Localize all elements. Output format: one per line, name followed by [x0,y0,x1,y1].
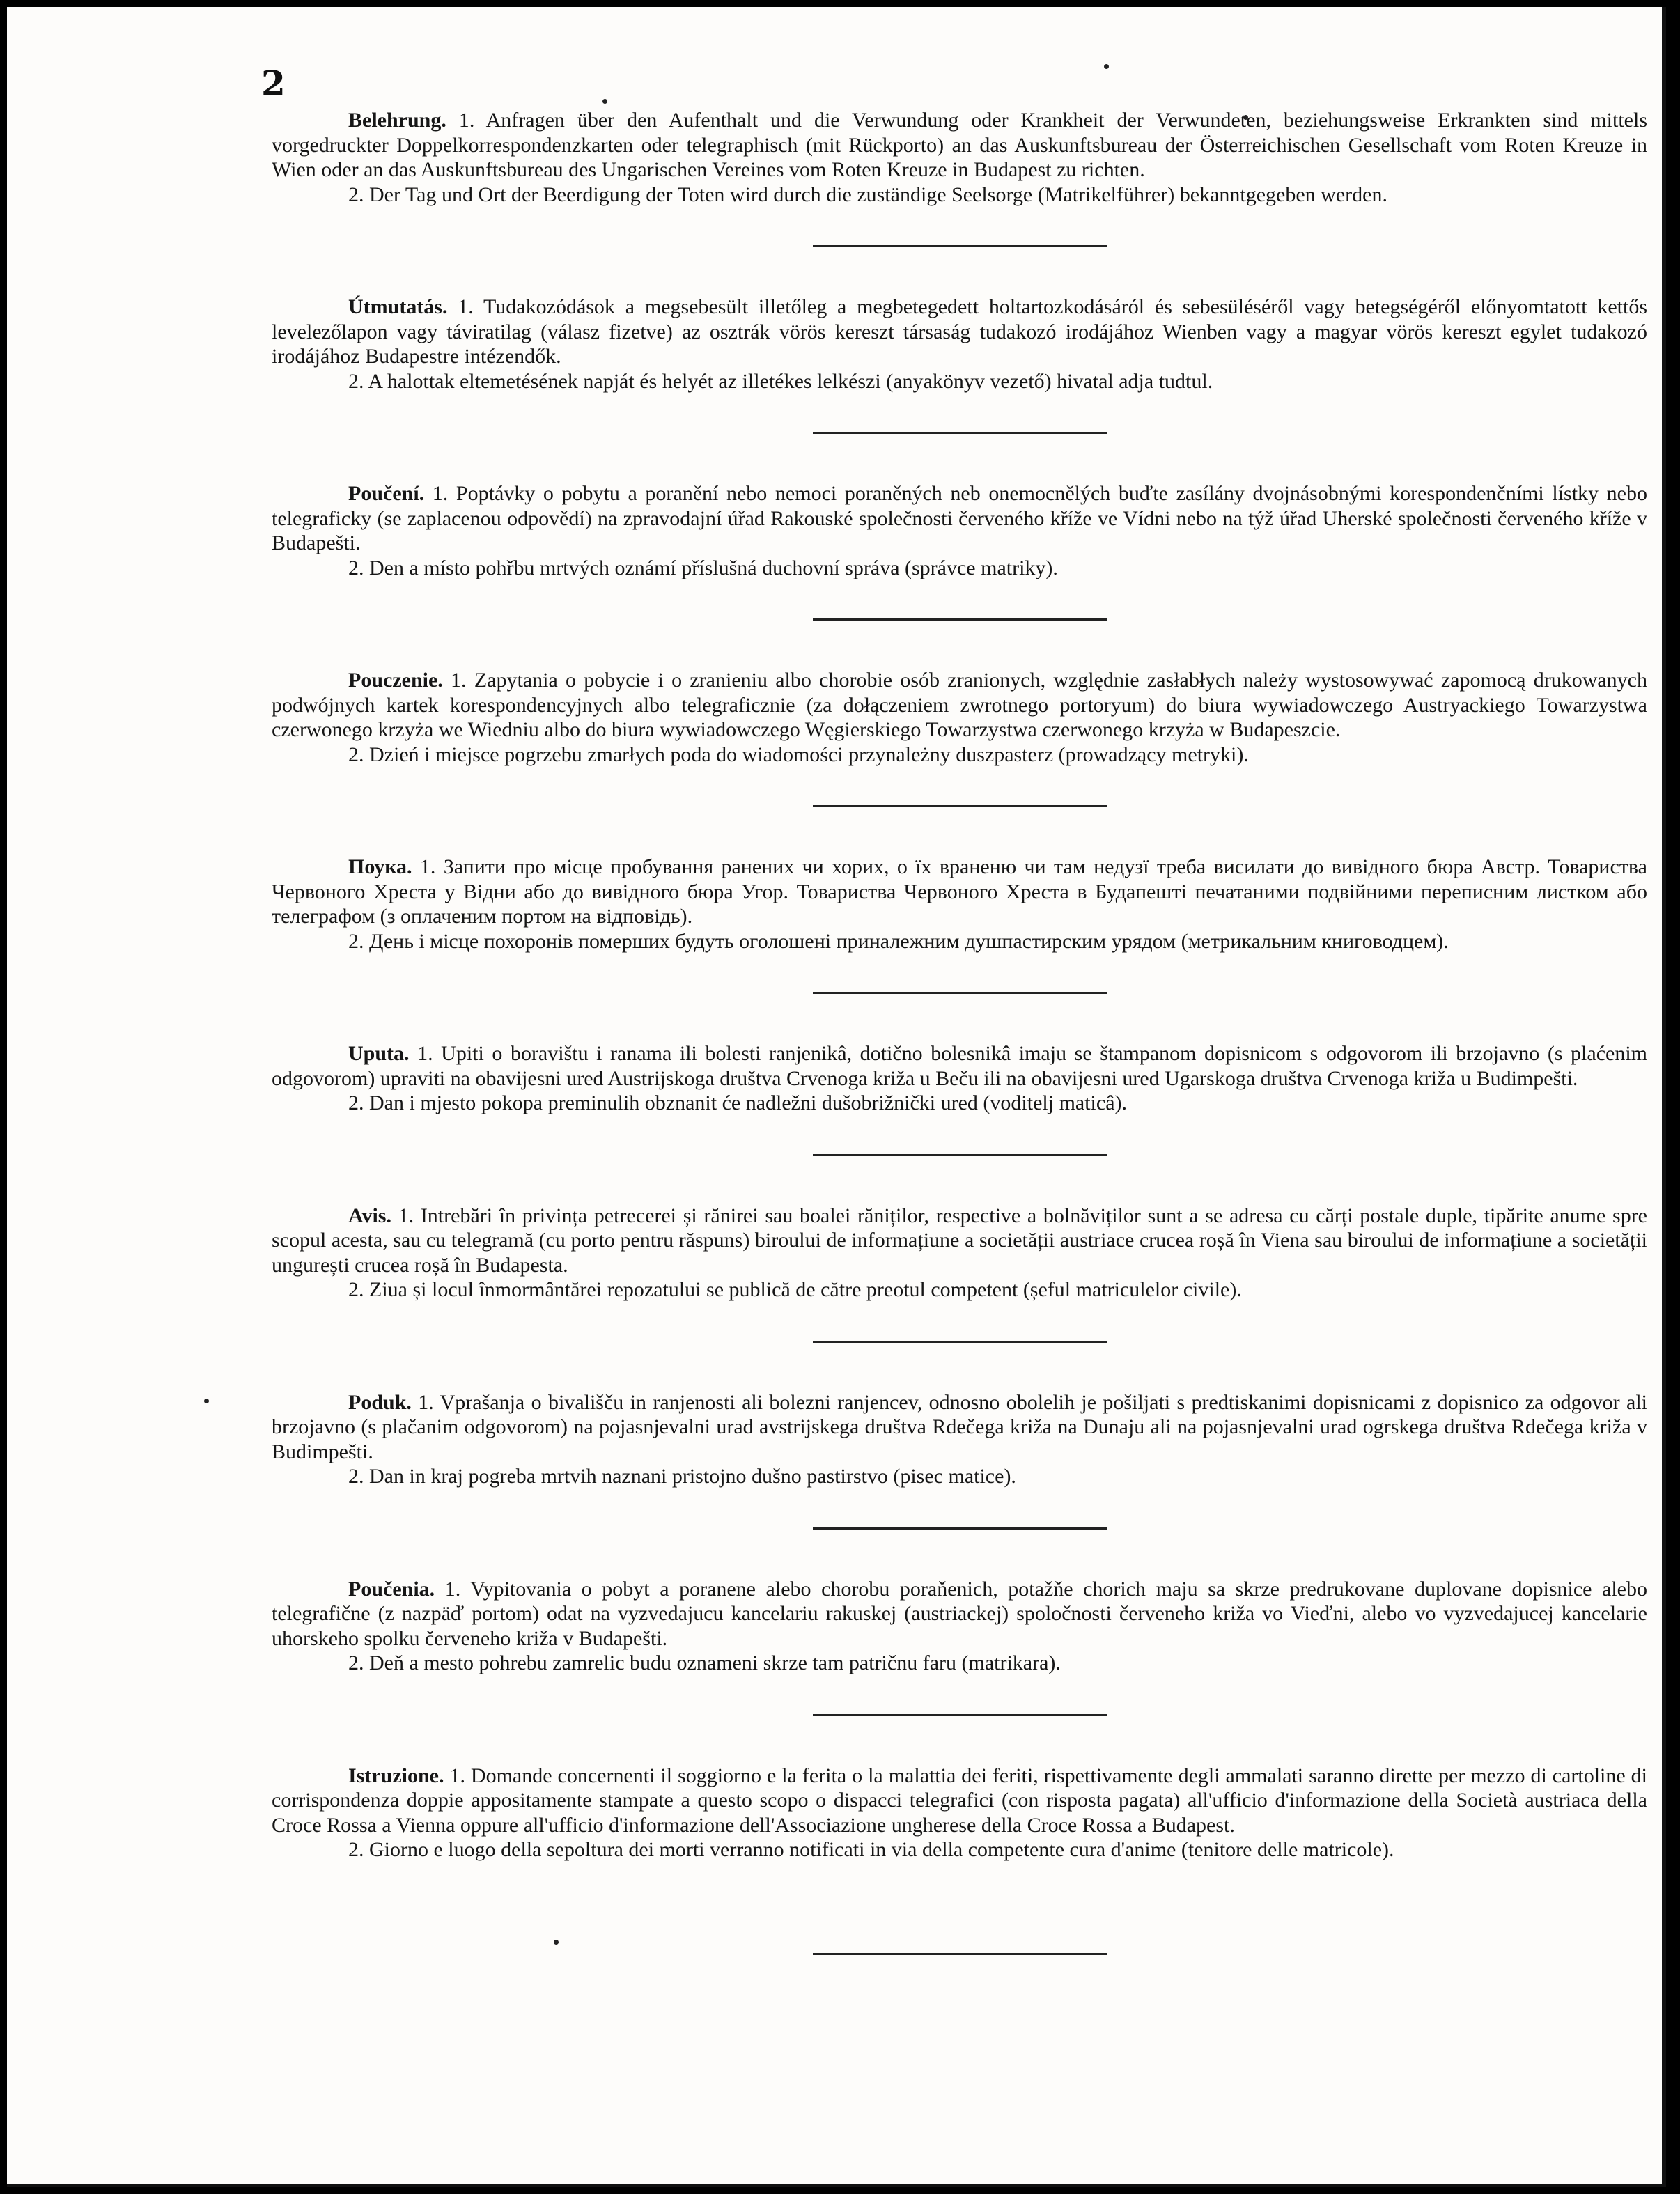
section-slovenian [272,1390,1647,1489]
section-heading: Istruzione. [348,1764,444,1787]
section-heading: Uputa. [348,1042,410,1065]
paragraph-text: 1. Domande concernenti il soggiorno e la ferita o la malattia dei feriti, rispettivamente degli ammalati saranno dirette per mezzo di cartoline di corrispondenza doppie appositamente stampate a questo scopo o dispacci telegrafici (con risposta pagata) all'ufficio d'informazione della Società austriaca della Croce Rossa a Vienna oppure all'ufficio d'informazione dell'Associazione ungherese della Croce Rossa a Budapest. [272,1764,1647,1837]
section-paragraph-2: 2. Dzień i miejsce pogrzebu zmarłych poda do wiadomości przynależny duszpasterz (prowadzący metryki). [348,742,1249,766]
stray-mark [1104,64,1109,69]
section-paragraph-1 [272,295,1647,369]
paragraph-text: 1. Vprašanja o bivališču in ranjenosti ali bolezni ranjencev, odnosno obolelih je pošiljati s predtiskanimi dopisnicami z dopisnico za odgovor ali brzojavno (s plačanim odgovorom) na pojasnjevalni urad avstrijskega društva Rdečega križa na Dunaju ali na pojasnjevalni urad ogrskega društva Rdečega križa v Budimpešti. [272,1390,1647,1463]
section-paragraph-2: 2. Dan i mjesto pokopa preminulih obznanit će nadležni dušobrižnički ured (voditelj maticâ). [348,1091,1128,1114]
section-paragraph-1 [272,668,1647,742]
section-paragraph-2: 2. Der Tag und Ort der Beerdigung der Toten wird durch die zuständige Seelsorge (Matrikelführer) bekanntgegeben werden. [348,182,1387,206]
paragraph-text: 1. Anfragen über den Aufenthalt und die Verwundung oder Krankheit der Verwundeten, beziehungsweise Erkrankten sind mittels vorgedruckter Doppelkorrespondenzkarten oder telegraphisch (mit Rückporto) an das Auskunftsbureau der Österreichischen Gesellschaft vom Roten Kreuze in Wien oder an das Auskunftsbureau des Ungarischen Vereines vom Roten Kreuze in Budapest zu richten. [272,109,1647,181]
section-paragraph-2: 2. Deň a mesto pohrebu zamrelic budu oznameni skrze tam patričnu faru (matrikara). [348,1651,1061,1674]
section-heading: Útmutatás. [348,295,448,318]
section-italian [272,1764,1647,1862]
section-croatian [272,1041,1647,1116]
section-heading: Belehrung. [348,109,446,132]
section-paragraph-1 [272,1390,1647,1465]
section-paragraph-2: 2. Den a místo pohřbu mrtvých oznámí příslušná duchovní správa (správce matriky). [348,556,1058,579]
section-paragraph-1 [272,1204,1647,1278]
section-heading: Poduk. [348,1390,412,1414]
section-heading: Pouczenie. [348,669,443,692]
section-paragraph-2: 2. Dan in kraj pogreba mrtvih naznani pristojno dušno pastirstvo (pisec matice). [348,1465,1016,1488]
section-heading: Поука. [348,855,412,878]
section-czech [272,481,1647,580]
section-paragraph-1 [272,855,1647,929]
section-paragraph-1 [272,1764,1647,1838]
section-paragraph-2: 2. Giorno e luogo della sepoltura dei morti verranno notificati in via della competente cura d'anime (tenitore delle matricole). [348,1838,1394,1861]
section-polish [272,668,1647,767]
paragraph-text: 1. Запити про місце пробування ранених чи хорих, о їх враненю чи там недузї треба висилати до вивідного бюра Австр. Товариства Червоного Хреста у Відни або до вивідного бюра Угор. Товариства Червоного Хреста в Будапешті печатаними подвійними переписним листком або телеграфом (з оплаченим портом на відповідь). [272,855,1647,928]
section-divider [813,1953,1107,1955]
section-paragraph-2: 2. Ziua și locul înmormântărei repozatului se publică de către preotul competent (șeful matriculelor civile). [348,1278,1242,1301]
section-slovak [272,1577,1647,1676]
paragraph-text: 1. Zapytania o pobycie i o zranieniu albo chorobie osób zranionych, względnie zasłabłych należy wystosowywać zapomocą drukowanych podwójnych kartek korespondencyjnych albo telegraficznie (za dołączeniem zwrotnego portoryum) do biura wywiadowczego Austryackiego Towarzystwa czerwonego krzyża we Wiedniu albo do biura wywiadowczego Węgierskiego Towarzystwa czerwonego krzyża w Budapeszcie. [272,669,1647,741]
section-german [272,108,1647,207]
section-paragraph-1 [272,1577,1647,1651]
paragraph-text: 1. Upiti o boravištu i ranama ili bolesti ranjenikâ, dotično bolesnikâ imaju se štampanom dopisnicom s odgovorom ili brzojavno (s plaćenim odgovorom) upraviti na obavijesni ured Austrijskoga društva Crvenoga križa u Beču ili na obavijesni ured Ugarskoga društva Crvenoga križa u Budimpešti. [272,1042,1647,1090]
section-hungarian [272,295,1647,394]
stray-mark [602,99,607,104]
section-ukrainian [272,855,1647,954]
page-number: 2 [261,63,286,104]
section-paragraph-1 [272,108,1647,182]
section-paragraph-2: 2. День і місце похоронів померших будуть оголошені приналежним душпастирским урядом (метрикальним книговодцем). [348,929,1449,953]
section-romanian [272,1204,1647,1302]
instructions-body [272,108,1647,1955]
section-paragraph-2: 2. A halottak eltemetésének napját és helyét az illetékes lelkészi (anyakönyv vezető) hivatal adja tudtul. [348,369,1213,393]
stray-mark [204,1399,209,1403]
document-page [7,7,1666,2187]
section-heading: Avis. [348,1204,391,1227]
paragraph-text: 1. Poptávky o pobytu a poranění nebo nemoci poraněných neb onemocnělých buďte zasílány dvojnásobnými korespondenčními lístky nebo telegraficky (se zaplacenou odpovědí) na zpravodajní úřad Rakouské společnosti červeného kříže ve Vídni nebo na týž úřad Uherské společnosti červeného kříže v Budapešti. [272,482,1647,554]
section-paragraph-1 [272,1041,1647,1091]
section-paragraph-1 [272,481,1647,556]
section-heading: Poučení. [348,482,425,505]
paragraph-text: 1. Tudakozódások a megsebesült illetőleg a megbetegedett holtartozkodásáról és sebesüléséről vagy betegségéről előnyomtatott kettős levelezőlapon vagy táviratilag (válasz fizetve) az osztrák vörös kereszt társaság tudakozó irodájához Wienben vagy a magyar vörös kereszt egylet tudakozó irodájához Budapestre intézendők. [272,295,1647,368]
paragraph-text: 1. Intrebări în privința petrecerei și rănirei sau boalei răniților, respective a bolnăviților sunt a se adresa cu cărți postale duple, tipărite anume spre scopul acesta, sau cu telegramă (cu porto pentru răspuns) biroului de informațiune a societății austriace crucea roșă în Viena sau biroului de informațiune a societății ungurești crucea roșă în Budapesta. [272,1204,1647,1277]
section-heading: Poučenia. [348,1577,435,1601]
paragraph-text: 1. Vypitovania o pobyt a poranene alebo chorobu poraňenich, potažňe chorich maju sa skrze predrukovane duplovane dopisnice alebo telegrafične (z nazpäď portom) odat na vyzvedajucu kancelariu rakuskej (austriackej) spoločnosti červeneho križa vo Vieďni, alebo vo vyzvedajucej kancelarie uhorskeho spolku červeneho križa v Budapešti. [272,1577,1647,1650]
